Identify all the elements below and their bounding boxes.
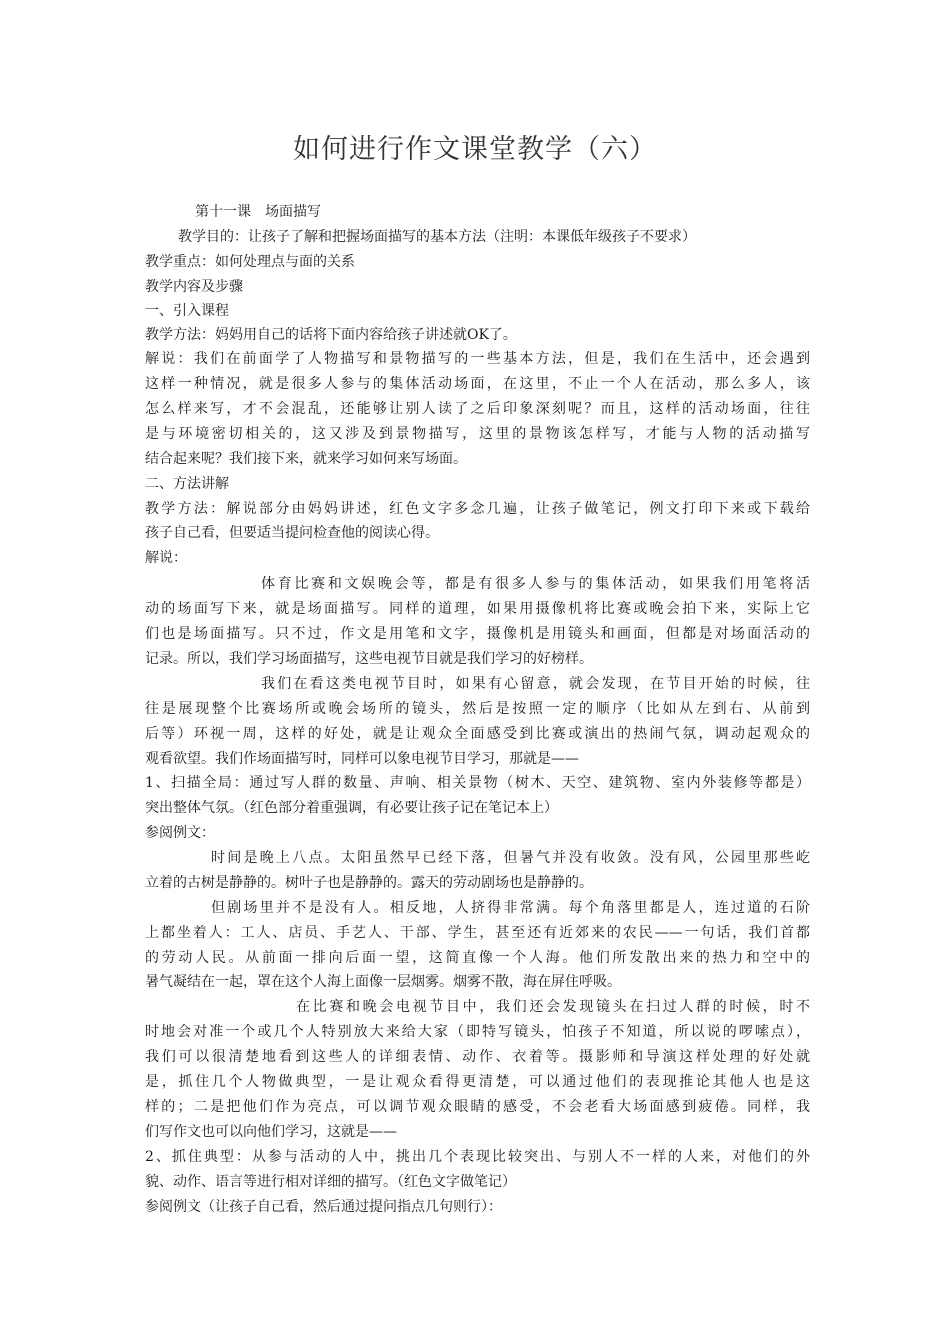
lesson-heading: 第十一课 场面描写 bbox=[195, 204, 321, 220]
paragraph-line: 动的场面写下来，就是场面描写。同样的道理，如果用摄像机将比赛或晚会拍下来，实际上它 bbox=[145, 601, 810, 617]
paragraph-line: 是与环境密切相关的，这又涉及到景物描写，这里的景物该怎样写，才能与人物的活动描写 bbox=[145, 426, 810, 442]
paragraph-line: 我们在看这类电视节目时，如果有心留意，就会发现，在节目开始的时候，往 bbox=[261, 676, 810, 692]
section-heading: 二、方法讲解 bbox=[145, 476, 229, 492]
paragraph-line: 1、扫描全局：通过写人群的数量、声响、相关景物（树木、天空、建筑物、室内外装修等都是） bbox=[145, 775, 810, 791]
paragraph-line: 立着的古树是静静的。树叶子也是静静的。露天的劳动剧场也是静静的。 bbox=[145, 875, 593, 891]
paragraph-line: 教学重点：如何处理点与面的关系 bbox=[145, 254, 355, 270]
paragraph-line: 上都坐着人：工人、店员、手艺人、干部、学生，甚至还有近郊来的农民——一句话，我们首都 bbox=[145, 925, 810, 941]
paragraph-line: 们也是场面描写。只不过，作文是用笔和文字，摄像机是用镜头和画面，但都是对场面活动的 bbox=[145, 626, 810, 642]
paragraph-line: 样的；二是把他们作为亮点，可以调节观众眼睛的感受，不会老看大场面感到疲倦。同样，我 bbox=[145, 1099, 810, 1115]
section-heading: 一、引入课程 bbox=[145, 303, 229, 319]
paragraph-line: 孩子自己看，但要适当提问检查他的阅读心得。 bbox=[145, 525, 439, 541]
paragraph-line: 观看欲望。我们作场面描写时，同样可以象电视节目学习，那就是—— bbox=[145, 751, 579, 767]
paragraph-line: 解说： bbox=[145, 550, 187, 566]
paragraph-line: 突出整体气氛。（红色部分着重强调，有必要让孩子记在笔记本上） bbox=[145, 800, 558, 816]
paragraph-line: 时地会对准一个或几个人特别放大来给大家（即特写镜头，怕孩子不知道，所以说的啰嗦点）， bbox=[145, 1024, 810, 1040]
paragraph-line: 这样一种情况，就是很多人参与的集体活动场面，在这里，不止一个人在活动，那么多人，该 bbox=[145, 376, 810, 392]
paragraph-line: 记录。所以，我们学习场面描写，这些电视节目就是我们学习的好榜样。 bbox=[145, 651, 593, 667]
paragraph-line: 时间是晚上八点。太阳虽然早已经下落，但暑气并没有收敛。没有风，公园里那些屹 bbox=[211, 850, 810, 866]
paragraph-line: 结合起来呢？我们接下来，就来学习如何来写场面。 bbox=[145, 451, 467, 467]
paragraph-line: 们写作文也可以向他们学习，这就是—— bbox=[145, 1124, 397, 1140]
paragraph-line: 解说：我们在前面学了人物描写和景物描写的一些基本方法，但是，我们在生活中，还会遇到 bbox=[145, 351, 810, 367]
paragraph-line: 参阅例文（让孩子自己看，然后通过提问指点几句则行）： bbox=[145, 1199, 502, 1215]
document-title: 如何进行作文课堂教学（六） bbox=[293, 134, 657, 165]
paragraph-line: 我们可以很清楚地看到这些人的详细表情、动作、衣着等。摄影师和导演这样处理的好处就 bbox=[145, 1049, 810, 1065]
paragraph-line: 怎么样来写，才不会混乱，还能够让别人读了之后印象深刻呢？而且，这样的活动场面，往往 bbox=[145, 401, 810, 417]
paragraph-line: 在比赛和晚会电视节目中，我们还会发现镜头在扫过人群的时候，时不 bbox=[296, 999, 810, 1015]
paragraph-line: 是，抓住几个人物做典型，一是让观众看得更清楚，可以通过他们的表现推论其他人也是这 bbox=[145, 1074, 810, 1090]
paragraph-line: 教学方法：妈妈用自己的话将下面内容给孩子讲述就OK了。 bbox=[145, 327, 517, 343]
paragraph-line: 的劳动人民。从前面一排向后面一望，这简直像一个人海。他们所发散出来的热力和空中的 bbox=[145, 950, 810, 966]
paragraph-line: 参阅例文： bbox=[145, 825, 215, 841]
paragraph-line: 体育比赛和文娱晚会等，都是有很多人参与的集体活动，如果我们用笔将活 bbox=[261, 576, 810, 592]
paragraph-line: 后等）环视一周，这样的好处，就是让观众全面感受到比赛或演出的热闹气氛，调动起观众的 bbox=[145, 726, 810, 742]
paragraph-line: 教学目的：让孩子了解和把握场面描写的基本方法（注明：本课低年级孩子不要求） bbox=[178, 229, 696, 245]
paragraph-line: 暑气凝结在一起，罩在这个人海上面像一层烟雾。烟雾不散，海在屏住呼吸。 bbox=[145, 974, 621, 990]
paragraph-line: 往是展现整个比赛场所或晚会场所的镜头，然后是按照一定的顺序（比如从左到右、从前到 bbox=[145, 701, 810, 717]
paragraph-line: 貌、动作、语言等进行相对详细的描写。（红色文字做笔记） bbox=[145, 1174, 516, 1190]
paragraph-line: 教学方法：解说部分由妈妈讲述，红色文字多念几遍，让孩子做笔记，例文打印下来或下载给 bbox=[145, 501, 810, 517]
paragraph-line: 2、抓住典型：从参与活动的人中，挑出几个表现比较突出、与别人不一样的人来，对他们的外 bbox=[145, 1149, 810, 1165]
paragraph-line: 但剧场里并不是没有人。相反地，人挤得非常满。每个角落里都是人，连过道的石阶 bbox=[211, 900, 810, 916]
paragraph-line: 教学内容及步骤 bbox=[145, 279, 243, 295]
